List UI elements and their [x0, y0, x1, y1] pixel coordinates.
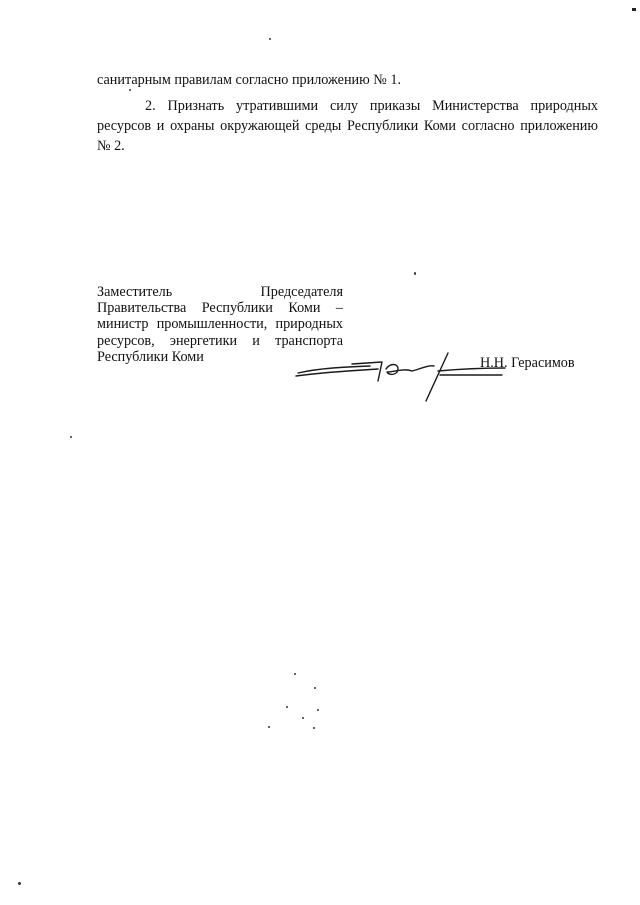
signatory-title-line: Заместитель Председателя: [97, 284, 343, 300]
scan-speck: [313, 727, 315, 729]
signatory-title-line: ресурсов, энергетики и транспорта: [97, 332, 343, 349]
scan-speck: [317, 709, 319, 711]
scan-speck: [129, 89, 131, 91]
scan-speck: [302, 717, 304, 719]
scan-speck: [269, 38, 271, 40]
scan-speck: [314, 687, 316, 689]
signatory-name: Н.Н. Герасимов: [480, 355, 575, 371]
scan-speck: [414, 272, 416, 275]
signatory-title-line: министр промышленности, природных: [97, 316, 343, 333]
scan-speck: [18, 882, 21, 885]
signatory-title-line: Правительства Республики Коми –: [97, 300, 343, 317]
scan-edge-mark: [632, 8, 636, 11]
signatory-title-line: Республики Коми: [97, 348, 204, 365]
scan-speck: [268, 726, 270, 728]
scan-speck: [70, 436, 72, 438]
scan-speck: [286, 706, 288, 708]
paragraph-continuation: санитарным правилам согласно приложению № 1.: [97, 72, 402, 88]
paragraph-item-2: 2. Признать утратившими силу приказы Министерства природных ресурсов и охраны окружающей среды Республики Коми согласно приложению № 2.: [97, 98, 598, 154]
scan-speck: [294, 673, 296, 675]
